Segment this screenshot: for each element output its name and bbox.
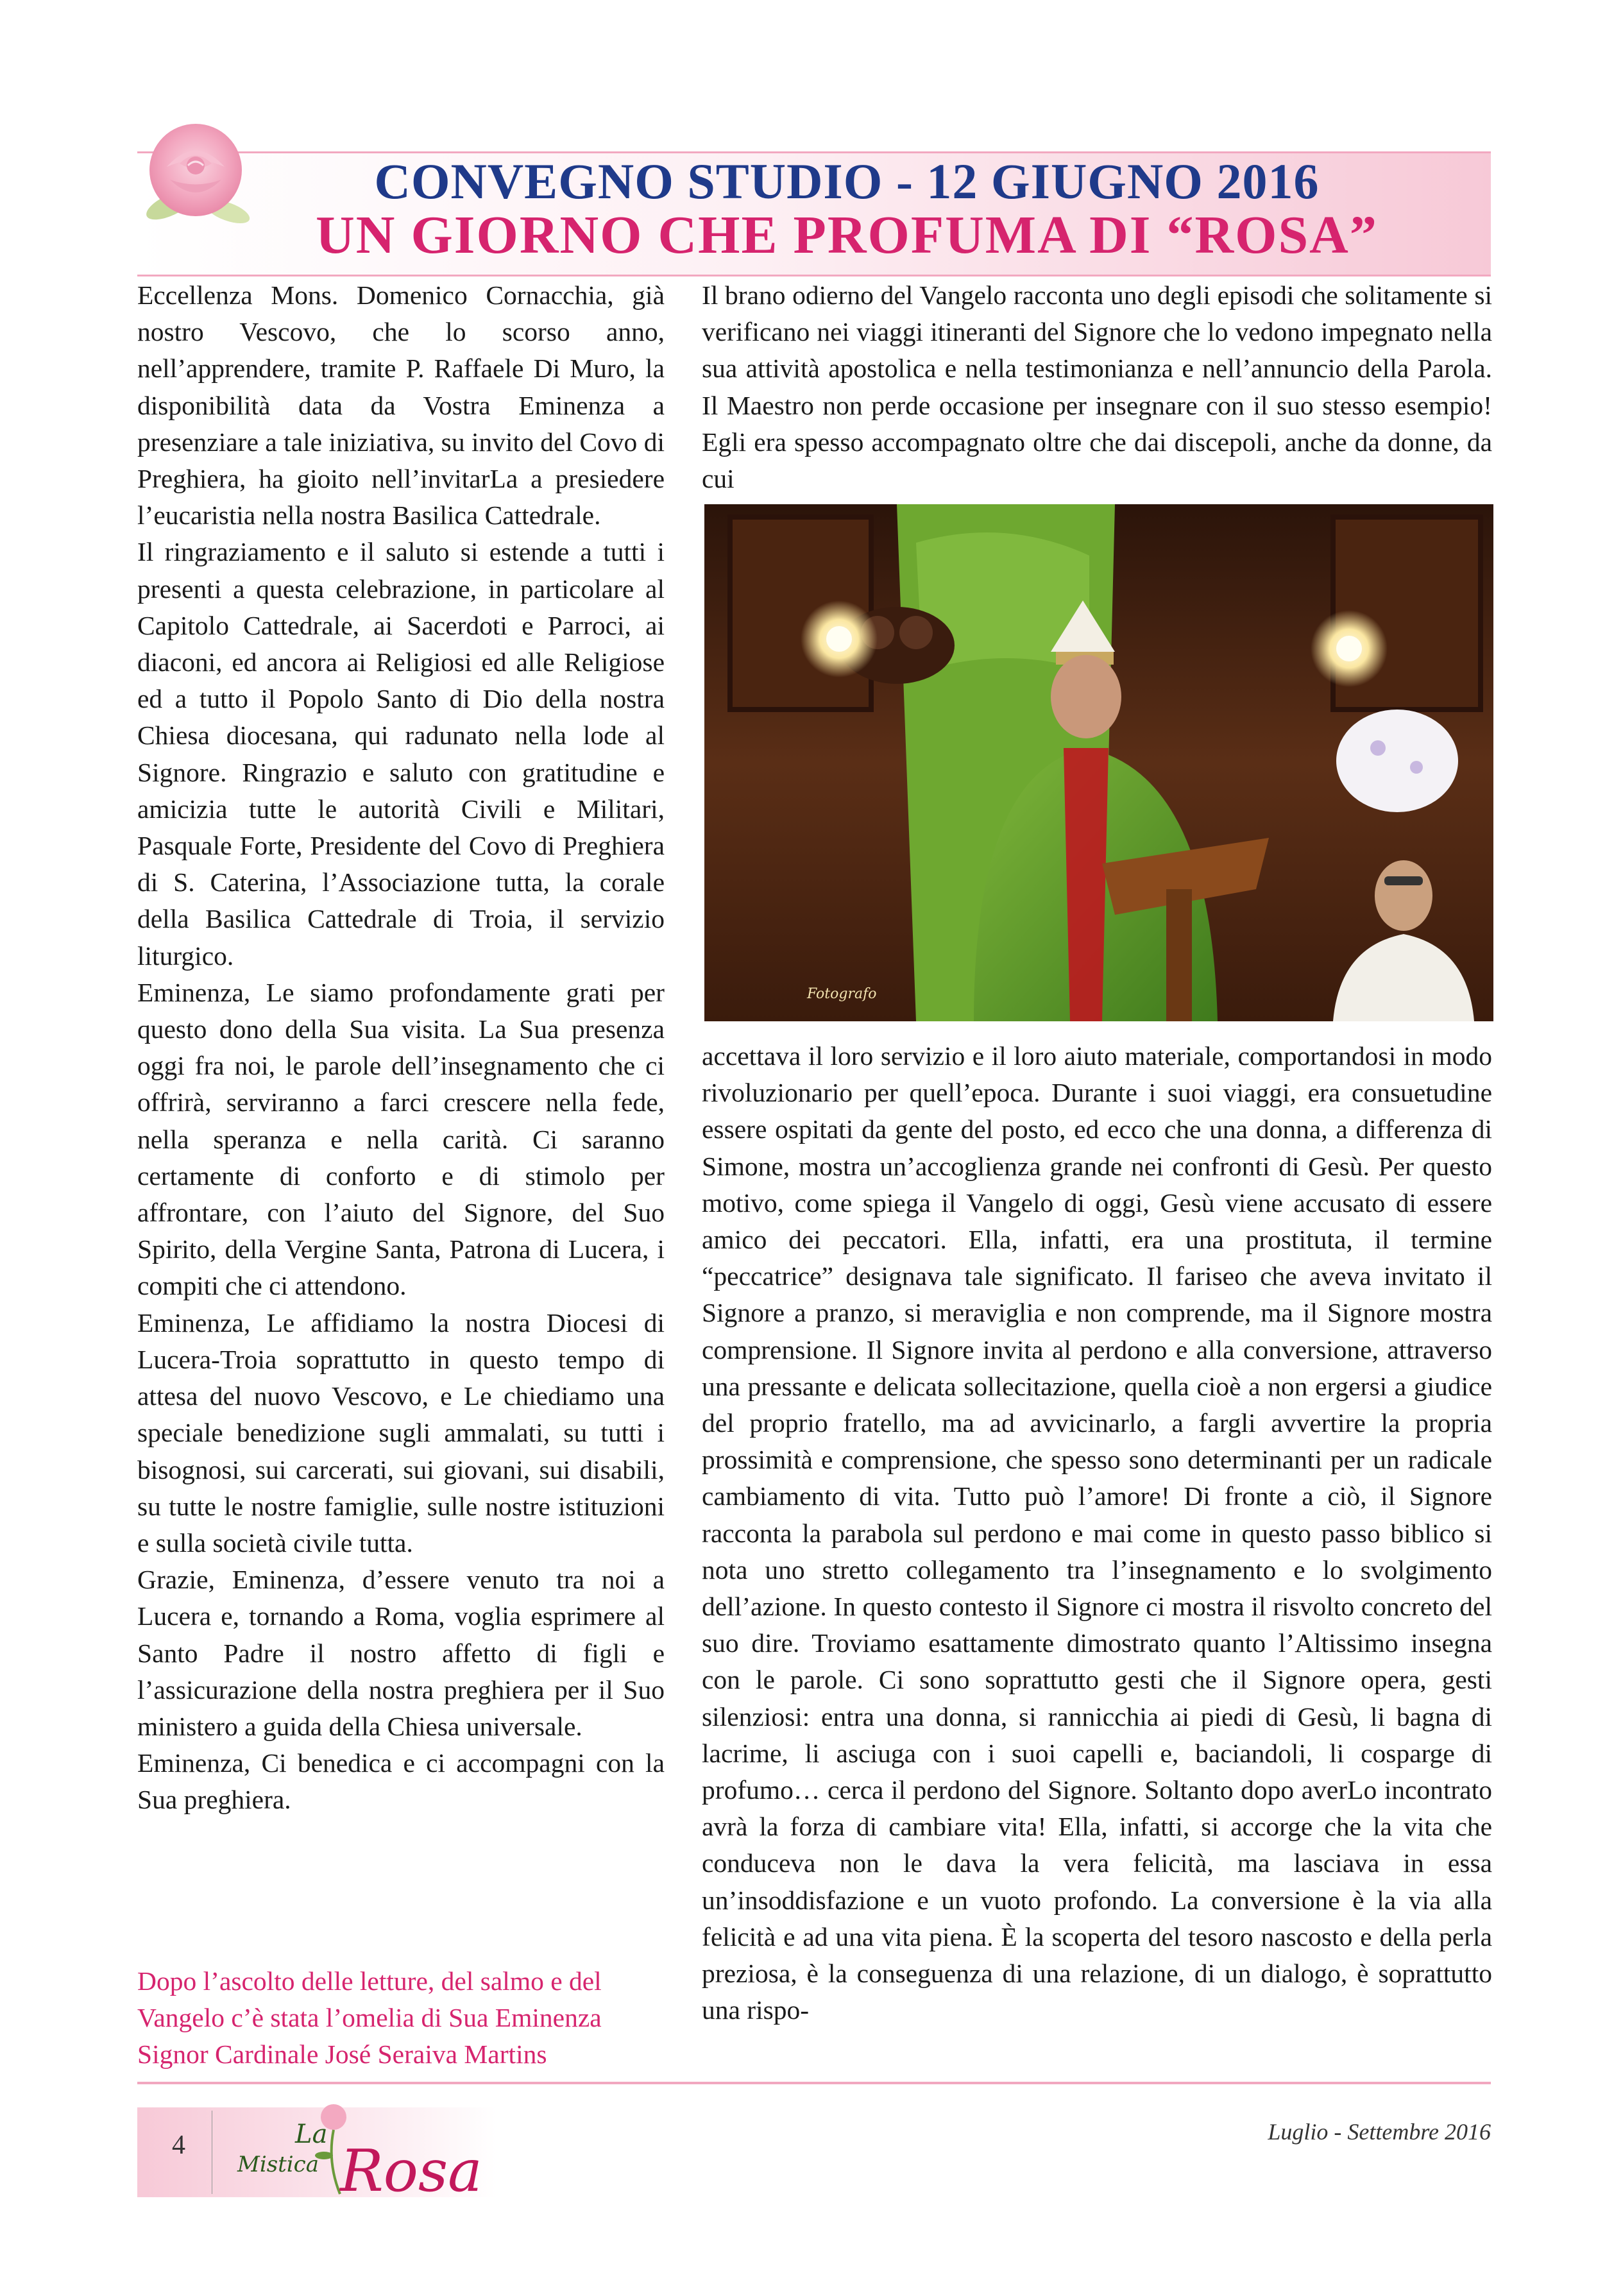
paragraph: Eminenza, Le siamo profondamente grati per questo dono della Sua visita. La Sua presenza oggi fra noi, le parole dell’insegnamento che ci offrirà, serviranno a farci crescere nella fede, nella speranza e nella carità. Ci saranno certamente di conforto e di stimolo per affrontare, con l’aiuto del Signore, del Suo Spirito, della Vergine Santa, Patrona di Lucera, i compiti che ci attendono. (137, 977, 665, 1301)
logo-mistica: Mistica (237, 2152, 319, 2177)
paragraph: Eminenza, Ci benedica e ci accompagni con la Sua preghiera. (137, 1748, 665, 1815)
photo-watermark: Fotografo (807, 986, 877, 1002)
page-number: 4 (172, 2130, 185, 2160)
right-column-bottom (702, 1038, 1492, 2028)
rose-icon (132, 109, 260, 237)
issue-date: Luglio - Settembre 2016 (1268, 2119, 1491, 2145)
logo-rosa: Rosa (340, 2138, 482, 2200)
paragraph: Grazie, Eminenza, d’essere venuto tra noi a Lucera e, tornando a Roma, voglia esprimere al Santo Padre il nostro affetto di figli e l’assicurazione della nostra preghiera per il Suo ministero a guida della Chiesa universale. (137, 1565, 665, 1741)
title-line2: UN GIORNO CHE PROFUMA DI “ROSA” (316, 205, 1378, 265)
left-column (137, 277, 665, 1819)
right-column-top (702, 277, 1492, 497)
magazine-logo (212, 2098, 494, 2200)
paragraph: Eccellenza Mons. Domenico Cornacchia, già nostro Vescovo, che lo scorso anno, nell’apprendere, tramite P. Raffaele Di Muro, la disponibilità data da Vostra Eminenza a presenziare a tale iniziativa, su invito del Covo di Preghiera, ha gioito nell’invitarLa a presiedere l’eucaristia nella nostra Basilica Cattedrale. (137, 280, 665, 531)
paragraph: accettava il loro servizio e il loro aiuto materiale, comportandosi in modo rivoluzionario per quell’epoca. Durante i suoi viaggi, era consuetudine essere ospitati da gente del posto, ed ecco che una donna, a differenza di Simone, mostra un’accoglienza grande nei confronti di Gesù. Per questo motivo, come spiega il Vangelo di oggi, Gesù viene accusato di essere amico dei peccatori. Ella, infatti, era una prostituta, il termine “peccatrice” designava tale significato. Il fariseo che aveva invitato il Signore a pranzo, si meraviglia e non comprende, ma il Signore mostra comprensione. Il Signore invita al perdono e alla conversione, attraverso una pressante e delicata sollecitazione, quella cioè a non ergersi a giudice del proprio fratello, ma ad avvicinarlo, a fargli avvertire la propria prossimità e comprensione, che spesso sono determinanti per un radicale cambiamento di vita. Tutto può l’amore! Di fronte a ciò, il Signore racconta la parabola sul perdono e mai come in questo passo biblico si nota uno stretto collegamento tra l’insegnamento e lo svolgimento dell’azione. In questo contesto il Signore ci mostra il risvolto concreto del suo dire. Troviamo esattamente dimostrato quanto l’Altissimo insegna con le parole. Ci sono soprattutto gesti che il Signore opera, gesti silenziosi: entra una donna, si rannicchia ai piedi di Gesù, li bagna di lacrime, li asciuga con i suoi capelli e, baciandoli, li cosparge di profumo… cerca il perdono del Signore. Soltanto dopo averLo incontrato avrà la forza di cambiare vita! Ella, infatti, si accorge che la vita che conduceva non le dava la vera felicità, ma lasciava in essa un’insoddisfazione e un vuoto profondo. La conversione è la via alla felicità e ad una vita piena. È la scoperta del tesoro nascosto e della perla preziosa, è la conseguenza di una relazione, di un dialogo, è soprattutto una rispo- (702, 1041, 1492, 2025)
header-rule (137, 275, 1491, 276)
paragraph: Il ringraziamento e il saluto si estende a tutti i presenti a questa celebrazione, in particolare al Capitolo Cattedrale, ai Sacerdoti e Parroci, ai diaconi, ed ancora ai Religiosi ed alle Religiose ed a tutto il Popolo Santo di Dio della nostra Chiesa diocesana, qui radunato nella lode al Signore. Ringrazio e saluto con gratitudine e amicizia tutte le autorità Civili e Militari, Pasquale Forte, Presidente del Covo di Preghiera di S. Caterina, l’Associazione tutta, la corale della Basilica Cattedrale di Troia, il servizio liturgico. (137, 537, 665, 971)
logo-la: La (295, 2120, 328, 2149)
title-line1: CONVEGNO STUDIO - 12 GIUGNO 2016 (374, 153, 1320, 209)
photo-caption: Dopo l’ascolto delle letture, del salmo e del Vangelo c’è stata l’omelia di Sua Eminenza Signor Cardinale José Seraiva Martins (137, 1966, 602, 2069)
paragraph: Il brano odierno del Vangelo racconta uno degli episodi che solitamente si verificano nei viaggi itineranti del Signore che lo vedono impegnato nella sua attività apostolica e nella testimonianza e nell’annuncio della Parola. Il Maestro non perde occasione per insegnare con il suo stesso esempio! Egli era spesso accompagnato oltre che dai discepoli, anche da donne, da cui (702, 280, 1492, 494)
cardinal-photo (704, 504, 1493, 1021)
paragraph: Eminenza, Le affidiamo la nostra Diocesi di Lucera-Troia soprattutto in questo tempo di attesa del nuovo Vescovo, e Le chiediamo una speciale benedizione sugli ammalati, su tutti i bisognosi, sui carcerati, sui giovani, sui disabili, su tutte le nostre famiglie, sulle nostre istituzioni e sulla società civile tutta. (137, 1307, 665, 1558)
footer-rule (137, 2082, 1491, 2084)
